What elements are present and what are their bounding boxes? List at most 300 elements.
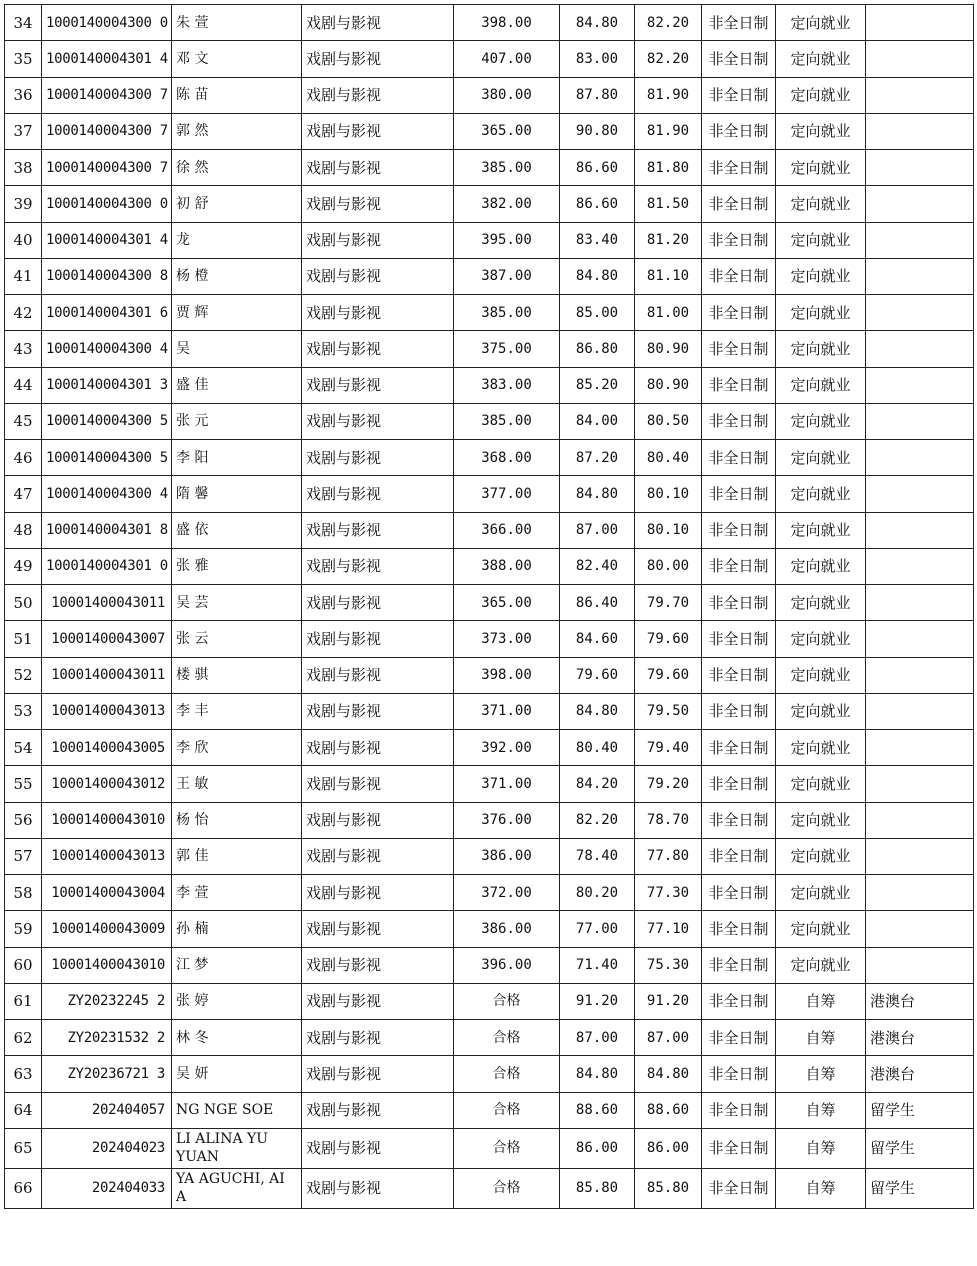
- study-mode-cell: 非全日制: [702, 911, 776, 947]
- total-score-cell: 82.20: [635, 5, 702, 41]
- candidate-id-cell: ZY20236721 3: [42, 1056, 172, 1092]
- candidate-name-cell: 杨 怡: [172, 802, 302, 838]
- candidate-id-cell: 1000140004300 8: [42, 258, 172, 294]
- candidate-name-cell: 隋 馨: [172, 476, 302, 512]
- candidate-name-cell: 李 丰: [172, 693, 302, 729]
- interview-score-cell: 85.00: [560, 295, 635, 331]
- candidate-name-cell: 郭 然: [172, 113, 302, 149]
- note-cell: [866, 331, 974, 367]
- interview-score-cell: 82.20: [560, 802, 635, 838]
- plan-type-cell: 自筹: [776, 983, 866, 1019]
- table-row: [5, 548, 974, 584]
- note-cell: [866, 766, 974, 802]
- study-mode-cell: 非全日制: [702, 77, 776, 113]
- plan-type-cell: 自筹: [776, 1020, 866, 1056]
- plan-type-cell: 定向就业: [776, 657, 866, 693]
- total-score-cell: 80.10: [635, 476, 702, 512]
- candidate-name-cell: NG NGE SOE: [172, 1092, 302, 1128]
- table-row: [5, 403, 974, 439]
- row-number-cell: 61: [5, 983, 42, 1019]
- note-cell: [866, 258, 974, 294]
- table-row: [5, 1092, 974, 1128]
- candidate-id-cell: ZY20232245 2: [42, 983, 172, 1019]
- major-cell: 戏剧与影视: [302, 150, 454, 186]
- study-mode-cell: 非全日制: [702, 367, 776, 403]
- row-number-cell: 59: [5, 911, 42, 947]
- candidate-name-cell: 张 云: [172, 621, 302, 657]
- total-score-cell: 80.90: [635, 331, 702, 367]
- study-mode-cell: 非全日制: [702, 1056, 776, 1092]
- row-number-cell: 39: [5, 186, 42, 222]
- interview-score-cell: 91.20: [560, 983, 635, 1019]
- study-mode-cell: 非全日制: [702, 657, 776, 693]
- note-cell: [866, 730, 974, 766]
- candidate-id-cell: 202404057: [42, 1092, 172, 1128]
- total-score-cell: 79.50: [635, 693, 702, 729]
- interview-score-cell: 83.40: [560, 222, 635, 258]
- major-cell: 戏剧与影视: [302, 730, 454, 766]
- total-score-cell: 79.20: [635, 766, 702, 802]
- total-score-cell: 86.00: [635, 1128, 702, 1168]
- note-cell: [866, 875, 974, 911]
- candidate-id-cell: 10001400043004: [42, 875, 172, 911]
- plan-type-cell: 定向就业: [776, 403, 866, 439]
- table-row: [5, 41, 974, 77]
- preliminary-score-cell: 407.00: [454, 41, 560, 77]
- plan-type-cell: 定向就业: [776, 693, 866, 729]
- preliminary-score-cell: 合格: [454, 1092, 560, 1128]
- total-score-cell: 80.10: [635, 512, 702, 548]
- preliminary-score-cell: 368.00: [454, 440, 560, 476]
- plan-type-cell: 定向就业: [776, 222, 866, 258]
- major-cell: 戏剧与影视: [302, 512, 454, 548]
- major-cell: 戏剧与影视: [302, 1092, 454, 1128]
- row-number-cell: 37: [5, 113, 42, 149]
- study-mode-cell: 非全日制: [702, 1020, 776, 1056]
- candidate-id-cell: 10001400043010: [42, 947, 172, 983]
- candidate-id-cell: 1000140004301 4: [42, 41, 172, 77]
- study-mode-cell: 非全日制: [702, 222, 776, 258]
- preliminary-score-cell: 385.00: [454, 403, 560, 439]
- candidate-id-cell: 1000140004301 6: [42, 295, 172, 331]
- study-mode-cell: 非全日制: [702, 150, 776, 186]
- candidate-name-cell: 贾 辉: [172, 295, 302, 331]
- table-row: [5, 766, 974, 802]
- row-number-cell: 63: [5, 1056, 42, 1092]
- total-score-cell: 81.10: [635, 258, 702, 294]
- total-score-cell: 79.70: [635, 585, 702, 621]
- candidate-id-cell: 1000140004300 7: [42, 77, 172, 113]
- total-score-cell: 88.60: [635, 1092, 702, 1128]
- candidate-name-cell: 江 梦: [172, 947, 302, 983]
- row-number-cell: 36: [5, 77, 42, 113]
- interview-score-cell: 80.20: [560, 875, 635, 911]
- candidate-name-cell: 初 舒: [172, 186, 302, 222]
- study-mode-cell: 非全日制: [702, 766, 776, 802]
- total-score-cell: 81.00: [635, 295, 702, 331]
- major-cell: 戏剧与影视: [302, 77, 454, 113]
- preliminary-score-cell: 386.00: [454, 911, 560, 947]
- candidate-id-cell: 10001400043007: [42, 621, 172, 657]
- candidate-id-cell: 10001400043012: [42, 766, 172, 802]
- plan-type-cell: 定向就业: [776, 730, 866, 766]
- interview-score-cell: 71.40: [560, 947, 635, 983]
- interview-score-cell: 85.80: [560, 1168, 635, 1208]
- study-mode-cell: 非全日制: [702, 41, 776, 77]
- candidate-name-cell: 盛 佳: [172, 367, 302, 403]
- row-number-cell: 45: [5, 403, 42, 439]
- table-row: [5, 1056, 974, 1092]
- preliminary-score-cell: 合格: [454, 1056, 560, 1092]
- note-cell: [866, 657, 974, 693]
- major-cell: 戏剧与影视: [302, 802, 454, 838]
- study-mode-cell: 非全日制: [702, 258, 776, 294]
- candidate-id-cell: 10001400043005: [42, 730, 172, 766]
- candidate-name-cell: 陈 苗: [172, 77, 302, 113]
- preliminary-score-cell: 396.00: [454, 947, 560, 983]
- preliminary-score-cell: 371.00: [454, 693, 560, 729]
- plan-type-cell: 定向就业: [776, 186, 866, 222]
- study-mode-cell: 非全日制: [702, 1092, 776, 1128]
- candidate-id-cell: 1000140004300 4: [42, 331, 172, 367]
- plan-type-cell: 定向就业: [776, 802, 866, 838]
- row-number-cell: 49: [5, 548, 42, 584]
- table-row: [5, 512, 974, 548]
- candidate-name-cell: 张 元: [172, 403, 302, 439]
- plan-type-cell: 定向就业: [776, 41, 866, 77]
- total-score-cell: 79.40: [635, 730, 702, 766]
- major-cell: 戏剧与影视: [302, 548, 454, 584]
- row-number-cell: 34: [5, 5, 42, 41]
- plan-type-cell: 定向就业: [776, 440, 866, 476]
- total-score-cell: 80.40: [635, 440, 702, 476]
- total-score-cell: 75.30: [635, 947, 702, 983]
- interview-score-cell: 78.40: [560, 838, 635, 874]
- row-number-cell: 57: [5, 838, 42, 874]
- interview-score-cell: 82.40: [560, 548, 635, 584]
- table-row: [5, 5, 974, 41]
- candidate-id-cell: 1000140004300 7: [42, 113, 172, 149]
- preliminary-score-cell: 385.00: [454, 295, 560, 331]
- interview-score-cell: 90.80: [560, 113, 635, 149]
- candidate-name-cell: 张 婷: [172, 983, 302, 1019]
- candidate-id-cell: 1000140004300 7: [42, 150, 172, 186]
- total-score-cell: 77.10: [635, 911, 702, 947]
- row-number-cell: 47: [5, 476, 42, 512]
- plan-type-cell: 定向就业: [776, 367, 866, 403]
- table-row: [5, 693, 974, 729]
- study-mode-cell: 非全日制: [702, 802, 776, 838]
- note-cell: [866, 222, 974, 258]
- note-cell: [866, 41, 974, 77]
- preliminary-score-cell: 365.00: [454, 113, 560, 149]
- row-number-cell: 62: [5, 1020, 42, 1056]
- candidate-name-cell: 吴 芸: [172, 585, 302, 621]
- preliminary-score-cell: 380.00: [454, 77, 560, 113]
- table-row: [5, 186, 974, 222]
- preliminary-score-cell: 372.00: [454, 875, 560, 911]
- interview-score-cell: 86.00: [560, 1128, 635, 1168]
- candidate-id-cell: 1000140004300 0: [42, 186, 172, 222]
- study-mode-cell: 非全日制: [702, 693, 776, 729]
- candidate-id-cell: 1000140004301 0: [42, 548, 172, 584]
- candidate-name-cell: 郭 佳: [172, 838, 302, 874]
- candidate-id-cell: 10001400043011: [42, 585, 172, 621]
- table-row: [5, 730, 974, 766]
- candidate-id-cell: 1000140004300 5: [42, 403, 172, 439]
- preliminary-score-cell: 383.00: [454, 367, 560, 403]
- study-mode-cell: 非全日制: [702, 621, 776, 657]
- preliminary-score-cell: 388.00: [454, 548, 560, 584]
- candidate-id-cell: 1000140004301 3: [42, 367, 172, 403]
- interview-score-cell: 86.80: [560, 331, 635, 367]
- candidate-id-cell: 1000140004301 8: [42, 512, 172, 548]
- table-row: [5, 440, 974, 476]
- major-cell: 戏剧与影视: [302, 983, 454, 1019]
- study-mode-cell: 非全日制: [702, 476, 776, 512]
- total-score-cell: 81.80: [635, 150, 702, 186]
- total-score-cell: 80.50: [635, 403, 702, 439]
- table-row: [5, 295, 974, 331]
- table-row: [5, 585, 974, 621]
- interview-score-cell: 84.80: [560, 476, 635, 512]
- study-mode-cell: 非全日制: [702, 403, 776, 439]
- interview-score-cell: 87.00: [560, 512, 635, 548]
- table-row: [5, 1168, 974, 1208]
- interview-score-cell: 87.20: [560, 440, 635, 476]
- total-score-cell: 80.90: [635, 367, 702, 403]
- plan-type-cell: 定向就业: [776, 838, 866, 874]
- major-cell: 戏剧与影视: [302, 403, 454, 439]
- plan-type-cell: 自筹: [776, 1168, 866, 1208]
- table-row: [5, 911, 974, 947]
- study-mode-cell: 非全日制: [702, 947, 776, 983]
- major-cell: 戏剧与影视: [302, 1168, 454, 1208]
- candidate-name-cell: 杨 橙: [172, 258, 302, 294]
- study-mode-cell: 非全日制: [702, 548, 776, 584]
- major-cell: 戏剧与影视: [302, 367, 454, 403]
- note-cell: [866, 113, 974, 149]
- study-mode-cell: 非全日制: [702, 585, 776, 621]
- preliminary-score-cell: 合格: [454, 1128, 560, 1168]
- preliminary-score-cell: 373.00: [454, 621, 560, 657]
- note-cell: [866, 802, 974, 838]
- row-number-cell: 41: [5, 258, 42, 294]
- interview-score-cell: 84.80: [560, 693, 635, 729]
- plan-type-cell: 自筹: [776, 1056, 866, 1092]
- candidate-name-cell: 盛 依: [172, 512, 302, 548]
- row-number-cell: 50: [5, 585, 42, 621]
- table-row: [5, 875, 974, 911]
- major-cell: 戏剧与影视: [302, 113, 454, 149]
- preliminary-score-cell: 398.00: [454, 5, 560, 41]
- major-cell: 戏剧与影视: [302, 657, 454, 693]
- table-row: [5, 258, 974, 294]
- note-cell: [866, 367, 974, 403]
- plan-type-cell: 定向就业: [776, 875, 866, 911]
- note-cell: [866, 403, 974, 439]
- row-number-cell: 40: [5, 222, 42, 258]
- candidate-id-cell: 10001400043013: [42, 693, 172, 729]
- preliminary-score-cell: 375.00: [454, 331, 560, 367]
- plan-type-cell: 定向就业: [776, 911, 866, 947]
- row-number-cell: 51: [5, 621, 42, 657]
- study-mode-cell: 非全日制: [702, 440, 776, 476]
- row-number-cell: 58: [5, 875, 42, 911]
- plan-type-cell: 定向就业: [776, 512, 866, 548]
- candidate-id-cell: 10001400043010: [42, 802, 172, 838]
- table-row: [5, 657, 974, 693]
- major-cell: 戏剧与影视: [302, 766, 454, 802]
- table-row: [5, 331, 974, 367]
- preliminary-score-cell: 377.00: [454, 476, 560, 512]
- interview-score-cell: 84.00: [560, 403, 635, 439]
- row-number-cell: 56: [5, 802, 42, 838]
- plan-type-cell: 定向就业: [776, 621, 866, 657]
- major-cell: 戏剧与影视: [302, 258, 454, 294]
- major-cell: 戏剧与影视: [302, 585, 454, 621]
- total-score-cell: 85.80: [635, 1168, 702, 1208]
- total-score-cell: 81.90: [635, 113, 702, 149]
- total-score-cell: 84.80: [635, 1056, 702, 1092]
- interview-score-cell: 86.60: [560, 186, 635, 222]
- preliminary-score-cell: 392.00: [454, 730, 560, 766]
- total-score-cell: 79.60: [635, 621, 702, 657]
- note-cell: [866, 838, 974, 874]
- table-row: [5, 150, 974, 186]
- preliminary-score-cell: 366.00: [454, 512, 560, 548]
- note-cell: [866, 77, 974, 113]
- total-score-cell: 91.20: [635, 983, 702, 1019]
- total-score-cell: 79.60: [635, 657, 702, 693]
- major-cell: 戏剧与影视: [302, 947, 454, 983]
- note-cell: [866, 440, 974, 476]
- interview-score-cell: 84.20: [560, 766, 635, 802]
- candidate-id-cell: 1000140004300 5: [42, 440, 172, 476]
- row-number-cell: 60: [5, 947, 42, 983]
- study-mode-cell: 非全日制: [702, 838, 776, 874]
- table-row: [5, 476, 974, 512]
- preliminary-score-cell: 371.00: [454, 766, 560, 802]
- row-number-cell: 64: [5, 1092, 42, 1128]
- preliminary-score-cell: 合格: [454, 1020, 560, 1056]
- candidate-name-cell: 张 雅: [172, 548, 302, 584]
- plan-type-cell: 自筹: [776, 1128, 866, 1168]
- note-cell: [866, 585, 974, 621]
- row-number-cell: 54: [5, 730, 42, 766]
- candidate-name-cell: 徐 然: [172, 150, 302, 186]
- study-mode-cell: 非全日制: [702, 512, 776, 548]
- note-cell: 港澳台: [866, 1020, 974, 1056]
- interview-score-cell: 86.60: [560, 150, 635, 186]
- study-mode-cell: 非全日制: [702, 730, 776, 766]
- total-score-cell: 81.50: [635, 186, 702, 222]
- total-score-cell: 81.20: [635, 222, 702, 258]
- major-cell: 戏剧与影视: [302, 693, 454, 729]
- row-number-cell: 53: [5, 693, 42, 729]
- preliminary-score-cell: 合格: [454, 983, 560, 1019]
- candidate-name-cell: 吴: [172, 331, 302, 367]
- interview-score-cell: 84.80: [560, 1056, 635, 1092]
- note-cell: [866, 5, 974, 41]
- row-number-cell: 52: [5, 657, 42, 693]
- interview-score-cell: 77.00: [560, 911, 635, 947]
- plan-type-cell: 定向就业: [776, 258, 866, 294]
- preliminary-score-cell: 376.00: [454, 802, 560, 838]
- row-number-cell: 66: [5, 1168, 42, 1208]
- candidate-name-cell: 龙: [172, 222, 302, 258]
- interview-score-cell: 86.40: [560, 585, 635, 621]
- interview-score-cell: 88.60: [560, 1092, 635, 1128]
- candidate-name-cell: 李 欣: [172, 730, 302, 766]
- interview-score-cell: 79.60: [560, 657, 635, 693]
- plan-type-cell: 定向就业: [776, 113, 866, 149]
- note-cell: [866, 911, 974, 947]
- admission-score-table: [4, 4, 974, 1209]
- table-row: [5, 367, 974, 403]
- preliminary-score-cell: 386.00: [454, 838, 560, 874]
- total-score-cell: 80.00: [635, 548, 702, 584]
- note-cell: [866, 186, 974, 222]
- candidate-id-cell: 1000140004300 0: [42, 5, 172, 41]
- interview-score-cell: 87.00: [560, 1020, 635, 1056]
- note-cell: [866, 512, 974, 548]
- candidate-name-cell: 林 冬: [172, 1020, 302, 1056]
- major-cell: 戏剧与影视: [302, 440, 454, 476]
- preliminary-score-cell: 398.00: [454, 657, 560, 693]
- interview-score-cell: 84.60: [560, 621, 635, 657]
- interview-score-cell: 80.40: [560, 730, 635, 766]
- plan-type-cell: 定向就业: [776, 947, 866, 983]
- preliminary-score-cell: 385.00: [454, 150, 560, 186]
- plan-type-cell: 定向就业: [776, 295, 866, 331]
- preliminary-score-cell: 382.00: [454, 186, 560, 222]
- table-row: [5, 113, 974, 149]
- major-cell: 戏剧与影视: [302, 295, 454, 331]
- major-cell: 戏剧与影视: [302, 838, 454, 874]
- major-cell: 戏剧与影视: [302, 222, 454, 258]
- candidate-name-cell: 孙 楠: [172, 911, 302, 947]
- row-number-cell: 43: [5, 331, 42, 367]
- study-mode-cell: 非全日制: [702, 113, 776, 149]
- candidate-name-cell: 邓 文: [172, 41, 302, 77]
- candidate-id-cell: ZY20231532 2: [42, 1020, 172, 1056]
- major-cell: 戏剧与影视: [302, 875, 454, 911]
- table-row: [5, 802, 974, 838]
- preliminary-score-cell: 365.00: [454, 585, 560, 621]
- preliminary-score-cell: 合格: [454, 1168, 560, 1208]
- plan-type-cell: 定向就业: [776, 548, 866, 584]
- note-cell: [866, 295, 974, 331]
- preliminary-score-cell: 395.00: [454, 222, 560, 258]
- candidate-name-cell: 李 阳: [172, 440, 302, 476]
- study-mode-cell: 非全日制: [702, 295, 776, 331]
- interview-score-cell: 83.00: [560, 41, 635, 77]
- table-row: [5, 1020, 974, 1056]
- major-cell: 戏剧与影视: [302, 621, 454, 657]
- plan-type-cell: 定向就业: [776, 77, 866, 113]
- plan-type-cell: 定向就业: [776, 476, 866, 512]
- plan-type-cell: 定向就业: [776, 585, 866, 621]
- candidate-name-cell: YA AGUCHI, AI A: [172, 1168, 302, 1208]
- major-cell: 戏剧与影视: [302, 5, 454, 41]
- study-mode-cell: 非全日制: [702, 331, 776, 367]
- candidate-name-cell: 楼 骐: [172, 657, 302, 693]
- plan-type-cell: 自筹: [776, 1092, 866, 1128]
- plan-type-cell: 定向就业: [776, 766, 866, 802]
- row-number-cell: 46: [5, 440, 42, 476]
- major-cell: 戏剧与影视: [302, 41, 454, 77]
